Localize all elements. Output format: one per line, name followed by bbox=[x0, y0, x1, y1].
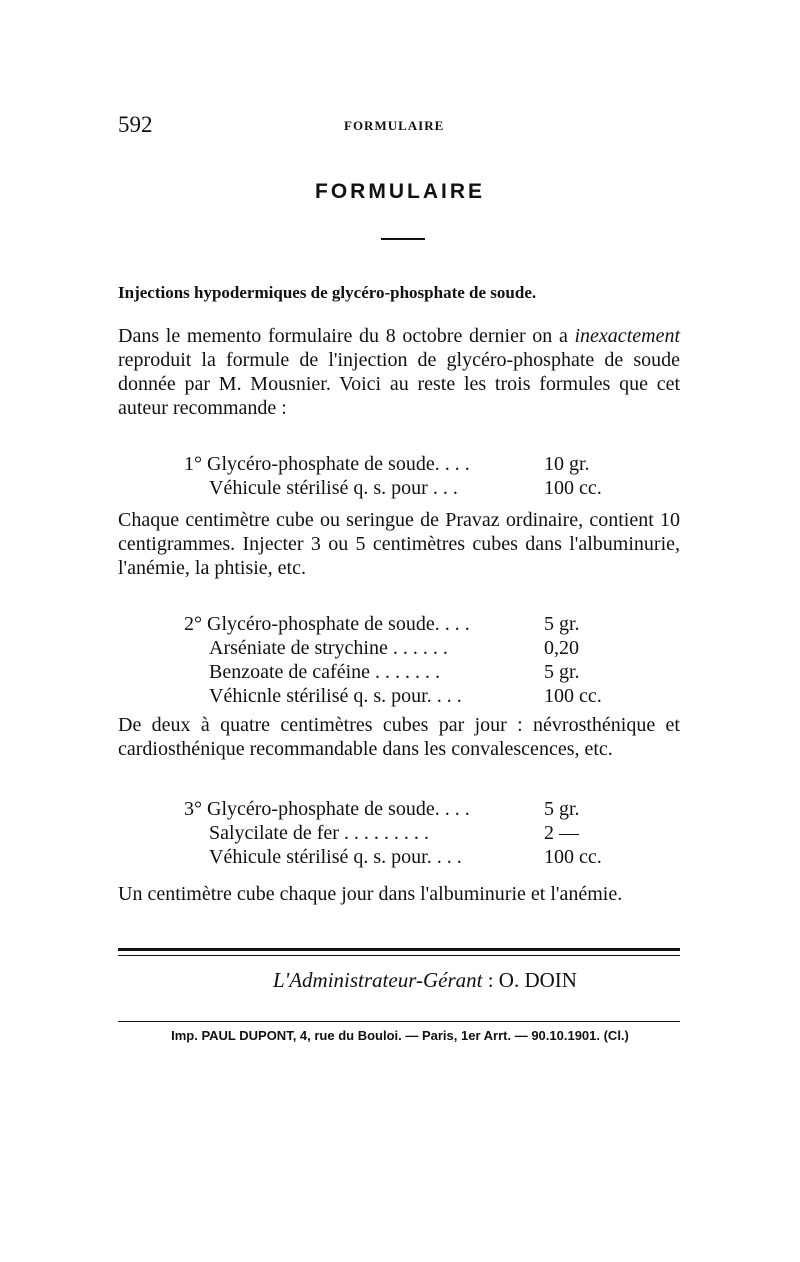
formula-row bbox=[184, 797, 624, 821]
formula-row bbox=[184, 845, 624, 869]
formula-quantity: 10 gr. bbox=[544, 453, 590, 475]
imprint-rule bbox=[118, 1021, 680, 1022]
formula-ingredient: 2° Glycéro-phosphate de soude. . . . bbox=[184, 613, 470, 635]
paragraph-dosage-2: De deux à quatre centimètres cubes par jour : névrosthénique et cardiosthénique recommandable dans les convalescences, etc. bbox=[118, 714, 680, 760]
section-title: FORMULAIRE bbox=[315, 180, 485, 203]
formula-quantity: 5 gr. bbox=[544, 613, 580, 635]
administrator-role: L'Administrateur-Gérant bbox=[273, 968, 483, 992]
paragraph-intro bbox=[118, 324, 680, 420]
formula-ingredient: Benzoate de caféine . . . . . . . bbox=[209, 661, 441, 683]
article-subtitle: Injections hypodermiques de glycéro-phosphate de soude. bbox=[118, 283, 537, 302]
printer-imprint: Imp. PAUL DUPONT, 4, rue du Bouloi. — Paris, 1er Arrt. — 90.10.1901. (Cl.) bbox=[171, 1028, 629, 1043]
running-title: FORMULAIRE bbox=[344, 118, 445, 133]
closing-double-rule bbox=[118, 948, 680, 956]
paragraph-intro-before: Dans le memento formulaire du 8 octobre dernier on a bbox=[118, 325, 575, 347]
administrator-line bbox=[0, 968, 800, 993]
formula-quantity: 5 gr. bbox=[544, 661, 580, 683]
paragraph-dosage-3: Un centimètre cube chaque jour dans l'albuminurie et l'anémie. bbox=[118, 883, 623, 905]
formula-3 bbox=[184, 797, 624, 869]
administrator-name: O. DOIN bbox=[498, 968, 577, 992]
paragraph-dosage-1: Chaque centimètre cube ou seringue de Pravaz ordinaire, contient 10 centigrammes. Injecter 3 ou 5 centimètres cubes dans l'albuminurie, l'anémie, la phtisie, etc. bbox=[118, 509, 680, 579]
formula-1 bbox=[184, 452, 624, 500]
formula-ingredient: Arséniate de strychine . . . . . . bbox=[209, 637, 448, 659]
formula-quantity: 100 cc. bbox=[544, 846, 602, 868]
title-rule bbox=[381, 238, 425, 240]
administrator-separator: : bbox=[482, 968, 499, 992]
paragraph-intro-after: reproduit la formule de l'injection de glycéro-phosphate de soude donnée par M. Mousnier. Voici au reste les trois formules que cet auteur recommande : bbox=[118, 349, 680, 419]
formula-ingredient: Véhicule stérilisé q. s. pour. . . . bbox=[209, 846, 462, 868]
formula-2 bbox=[184, 612, 624, 708]
formula-quantity: 2 — bbox=[544, 822, 579, 844]
formula-ingredient: Salycilate de fer . . . . . . . . . bbox=[209, 822, 429, 844]
formula-ingredient: Véhicule stérilisé q. s. pour . . . bbox=[209, 477, 458, 499]
formula-quantity: 0,20 bbox=[544, 637, 579, 659]
formula-quantity: 100 cc. bbox=[544, 685, 602, 707]
formula-quantity: 5 gr. bbox=[544, 798, 580, 820]
formula-quantity: 100 cc. bbox=[544, 477, 602, 499]
formula-row bbox=[184, 684, 624, 708]
paragraph-intro-emphasis: inexactement bbox=[574, 325, 680, 347]
formula-ingredient: 3° Glycéro-phosphate de soude. . . . bbox=[184, 798, 470, 820]
formula-ingredient: Véhicnle stérilisé q. s. pour. . . . bbox=[209, 685, 462, 707]
formula-row bbox=[184, 612, 624, 636]
formula-row bbox=[184, 636, 624, 660]
formula-row bbox=[184, 821, 624, 845]
formula-ingredient: 1° Glycéro-phosphate de soude. . . . bbox=[184, 453, 470, 475]
formula-row bbox=[184, 660, 624, 684]
formula-row bbox=[184, 452, 624, 476]
page-number: 592 bbox=[118, 112, 153, 137]
formula-row bbox=[184, 476, 624, 500]
